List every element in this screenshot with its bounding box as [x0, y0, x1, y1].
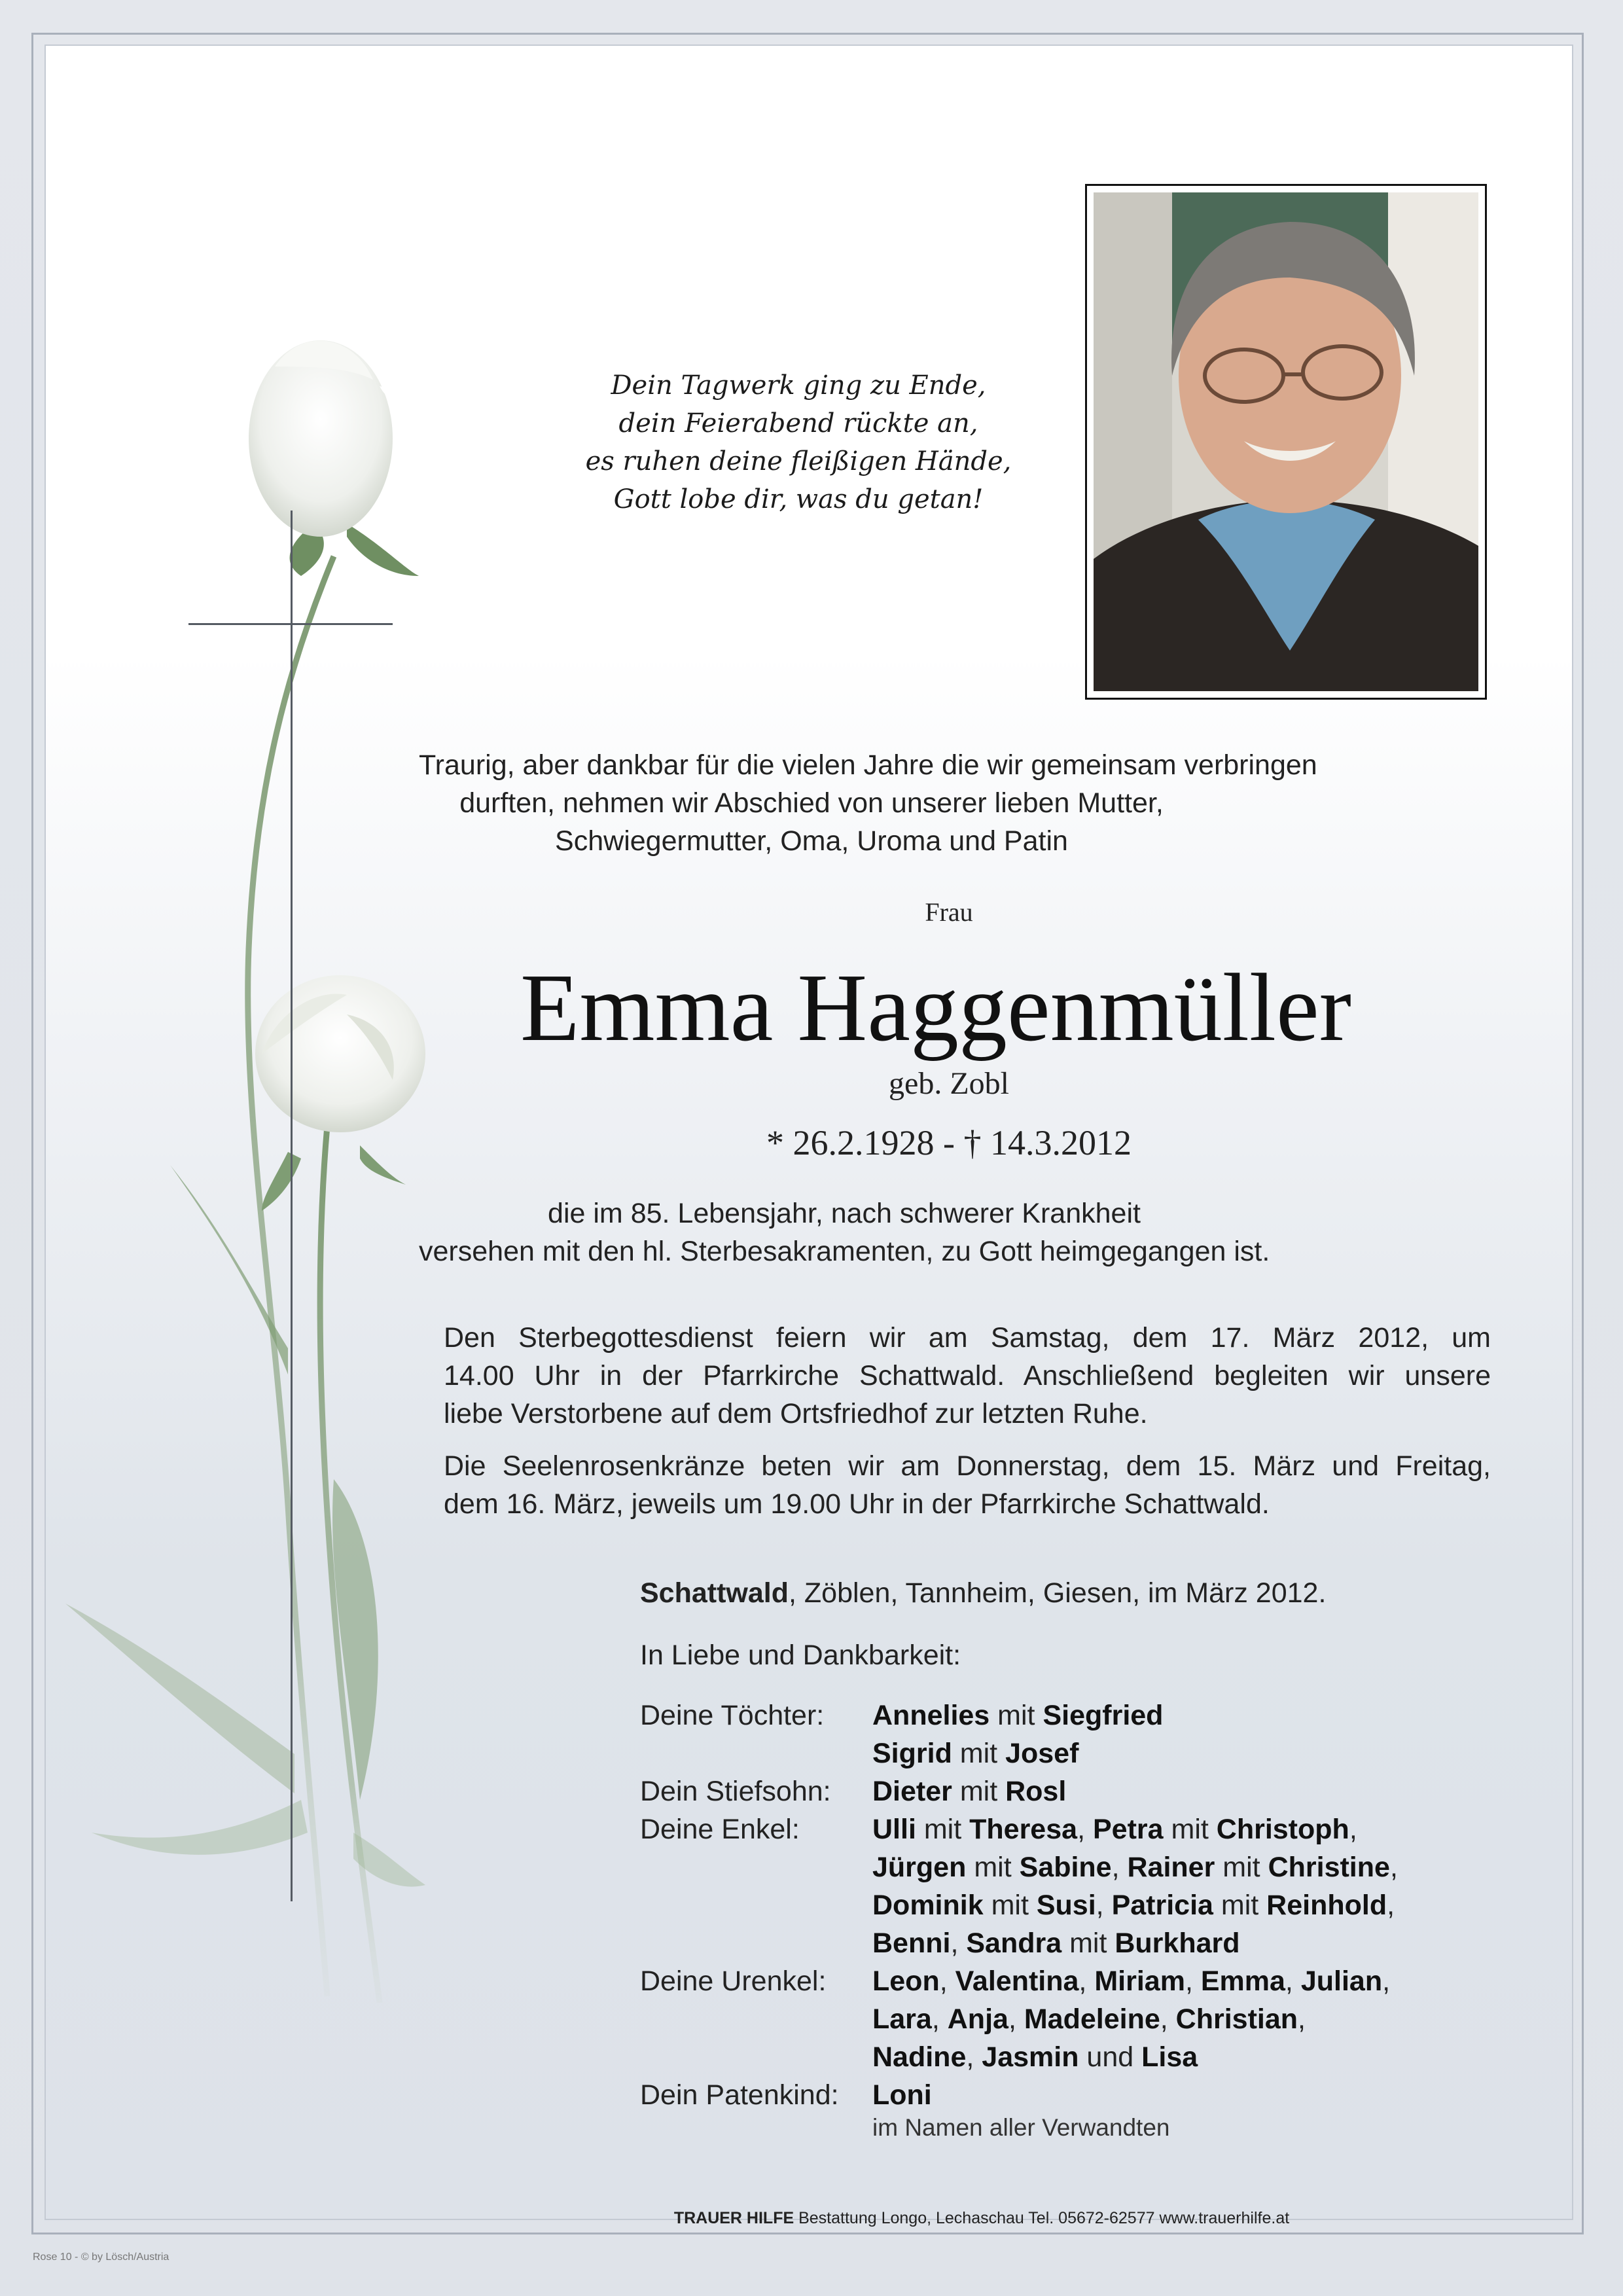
family-line	[872, 1772, 1458, 1810]
rosary-line: dem 16. März, jeweils um 19.00 Uhr in der Pfarrkirche Schattwald.	[444, 1488, 1270, 1520]
family-member-name: Christine	[1268, 1852, 1390, 1883]
family-role: Dein Stiefsohn:	[640, 1776, 831, 1807]
family-line	[872, 1962, 1458, 2000]
family-member-name: Rosl	[1005, 1776, 1067, 1807]
family-connector: und	[1079, 2041, 1142, 2073]
family-connector: ,	[939, 1965, 955, 1997]
family-member-name: Anja	[947, 2003, 1008, 2035]
family-role	[640, 2000, 872, 2038]
intro-line: Schwiegermutter, Oma, Uroma und Patin	[555, 825, 1068, 857]
cross-vertical	[291, 511, 293, 1901]
death-info-line: versehen mit den hl. Sterbesakramenten, zu Gott heimgegangen ist.	[419, 1236, 1270, 1267]
death-info	[419, 1194, 1270, 1270]
family-member-name: Petra	[1092, 1814, 1164, 1845]
family-member-name: Lisa	[1141, 2041, 1198, 2073]
intro-line: durften, nehmen wir Abschied von unserer lieben Mutter,	[459, 787, 1164, 819]
family-role	[640, 1886, 872, 1924]
family-line	[872, 1734, 1458, 1772]
family-role: Dein Patenkind:	[640, 2079, 839, 2111]
family-row	[640, 1810, 1458, 1848]
family-connector: mit	[983, 1890, 1037, 1921]
intro-text	[419, 746, 1317, 860]
family-role	[640, 1734, 872, 1772]
family-role: Deine Töchter:	[640, 1700, 825, 1731]
family-line	[872, 2000, 1458, 2038]
family-member-name: Lara	[872, 2003, 932, 2035]
place-and-date	[640, 1577, 1326, 1609]
family-member-name: Christoph	[1216, 1814, 1349, 1845]
family-row	[640, 1886, 1458, 1924]
family-names	[872, 1886, 1458, 1924]
family-connector: mit	[952, 1776, 1006, 1807]
family-member-name: Loni	[872, 2079, 932, 2111]
family-connector: ,	[1389, 1852, 1398, 1883]
family-connector: ,	[931, 2003, 948, 2035]
family-row	[640, 1696, 1458, 1734]
place-bold: Schattwald	[640, 1577, 789, 1609]
family-connector: ,	[1185, 1965, 1201, 1997]
family-member-name: Christian	[1175, 2003, 1298, 2035]
family-member-name: Josef	[1005, 1738, 1079, 1769]
family-member-name: Annelies	[872, 1700, 990, 1731]
family-row	[640, 1924, 1458, 1962]
family-connector: mit	[966, 1852, 1020, 1883]
family-connector: mit	[1215, 1852, 1268, 1883]
family-member-name: Emma	[1200, 1965, 1285, 1997]
family-member-name: Siegfried	[1043, 1700, 1164, 1731]
family-member-name: Ulli	[872, 1814, 916, 1845]
family-connector: ,	[1160, 2003, 1176, 2035]
family-member-name: Benni	[872, 1928, 951, 1959]
family-connector: mit	[1061, 1928, 1115, 1959]
family-line	[872, 1810, 1458, 1848]
service-line: Den Sterbegottesdienst feiern wir am Samstag, dem 17. März 2012, um	[444, 1322, 1491, 1354]
birth-name: geb. Zobl	[889, 1066, 1009, 1101]
family-line	[872, 1886, 1458, 1924]
family-role: Deine Urenkel:	[640, 1965, 827, 1997]
family-connector: ,	[966, 2041, 982, 2073]
family-connector: ,	[1111, 1852, 1128, 1883]
family-line	[872, 1696, 1458, 1734]
family-connector: mit	[1213, 1890, 1267, 1921]
family-names	[872, 1962, 1458, 2000]
family-member-name: Patricia	[1111, 1890, 1213, 1921]
family-names	[872, 2076, 1458, 2114]
family-row	[640, 2000, 1458, 2038]
family-member-name: Sabine	[1019, 1852, 1112, 1883]
family-connector: ,	[1382, 1965, 1391, 1997]
copyright-note: Rose 10 - © by Lösch/Austria	[33, 2251, 169, 2263]
family-member-name: Jasmin	[982, 2041, 1079, 2073]
family-connector: ,	[1387, 1890, 1395, 1921]
family-member-name: Leon	[872, 1965, 940, 1997]
poem-line: dein Feierabend rückte an,	[618, 408, 978, 439]
family-member-name: Miriam	[1094, 1965, 1185, 1997]
family-member-name: Sigrid	[872, 1738, 952, 1769]
family-connector: mit	[990, 1700, 1043, 1731]
family-connector: ,	[1096, 1890, 1112, 1921]
family-names	[872, 1734, 1458, 1772]
funeral-service-paragraph	[444, 1319, 1491, 1433]
footer	[393, 2209, 1571, 2228]
family-member-name: Jürgen	[872, 1852, 967, 1883]
love-line: In Liebe und Dankbarkeit:	[640, 1640, 961, 1671]
family-row	[640, 1734, 1458, 1772]
family-connector: mit	[916, 1814, 970, 1845]
family-member-name: Nadine	[872, 2041, 967, 2073]
deceased-name: Emma Haggenmüller	[520, 954, 1351, 1062]
salutation: Frau	[925, 897, 973, 927]
family-row	[640, 1962, 1458, 2000]
poem-line: Dein Tagwerk ging zu Ende,	[611, 370, 986, 401]
family-line	[872, 1848, 1458, 1886]
poem	[563, 367, 1034, 518]
family-names	[872, 2000, 1458, 2038]
family-connector: mit	[1163, 1814, 1217, 1845]
family-list	[640, 1696, 1458, 2114]
family-member-name: Susi	[1036, 1890, 1096, 1921]
family-member-name: Rainer	[1127, 1852, 1215, 1883]
family-names	[872, 1696, 1458, 1734]
portrait-photo-frame	[1085, 184, 1487, 700]
family-member-name: Dieter	[872, 1776, 952, 1807]
family-member-name: Julian	[1300, 1965, 1383, 1997]
service-line: 14.00 Uhr in der Pfarrkirche Schattwald. Anschließend begleiten wir unsere	[444, 1360, 1491, 1391]
family-row	[640, 2038, 1458, 2076]
family-connector: ,	[1349, 1814, 1357, 1845]
rosary-line: Die Seelenrosenkränze beten wir am Donnerstag, dem 15. März und Freitag,	[444, 1450, 1491, 1482]
family-connector: ,	[1077, 1814, 1093, 1845]
life-dates: * 26.2.1928 - † 14.3.2012	[766, 1123, 1132, 1162]
family-row	[640, 1848, 1458, 1886]
rosary-paragraph	[444, 1447, 1491, 1523]
family-member-name: Reinhold	[1266, 1890, 1387, 1921]
behalf-line: im Namen aller Verwandten	[872, 2114, 1170, 2141]
poem-line: es ruhen deine fleißigen Hände,	[585, 446, 1012, 476]
family-names	[872, 2038, 1458, 2076]
family-connector: ,	[1079, 1965, 1095, 1997]
family-row	[640, 1772, 1458, 1810]
footer-brand: TRAUER HILFE	[673, 2209, 794, 2227]
family-names	[872, 1924, 1458, 1962]
white-roses-illustration	[39, 327, 484, 2062]
poem-line: Gott lobe dir, was du getan!	[613, 484, 984, 514]
family-names	[872, 1810, 1458, 1848]
family-names	[872, 1848, 1458, 1886]
family-role	[640, 1848, 872, 1886]
cross-horizontal	[188, 623, 393, 625]
family-line	[872, 2038, 1458, 2076]
family-member-name: Dominik	[872, 1890, 984, 1921]
family-role	[640, 2038, 872, 2076]
family-line	[872, 2076, 1458, 2114]
family-connector: ,	[1298, 2003, 1306, 2035]
family-connector: ,	[1008, 2003, 1024, 2035]
family-member-name: Theresa	[969, 1814, 1078, 1845]
family-member-name: Burkhard	[1115, 1928, 1240, 1959]
family-role: Deine Enkel:	[640, 1814, 800, 1845]
family-member-name: Sandra	[966, 1928, 1062, 1959]
family-member-name: Valentina	[955, 1965, 1079, 1997]
place-rest: , Zöblen, Tannheim, Giesen, im März 2012.	[789, 1577, 1327, 1609]
family-connector: ,	[950, 1928, 967, 1959]
family-row	[640, 2076, 1458, 2114]
family-connector: ,	[1285, 1965, 1301, 1997]
portrait-photo	[1094, 192, 1478, 691]
intro-line: Traurig, aber dankbar für die vielen Jahre die wir gemeinsam verbringen	[419, 749, 1317, 781]
family-names	[872, 1772, 1458, 1810]
death-info-line: die im 85. Lebensjahr, nach schwerer Krankheit	[548, 1198, 1141, 1229]
family-role	[640, 1924, 872, 1962]
family-connector: mit	[952, 1738, 1006, 1769]
family-line	[872, 1924, 1458, 1962]
service-line: liebe Verstorbene auf dem Ortsfriedhof zur letzten Ruhe.	[444, 1398, 1148, 1429]
footer-contact: Bestattung Longo, Lechaschau Tel. 05672-62577 www.trauerhilfe.at	[794, 2209, 1290, 2227]
family-member-name: Madeleine	[1024, 2003, 1160, 2035]
